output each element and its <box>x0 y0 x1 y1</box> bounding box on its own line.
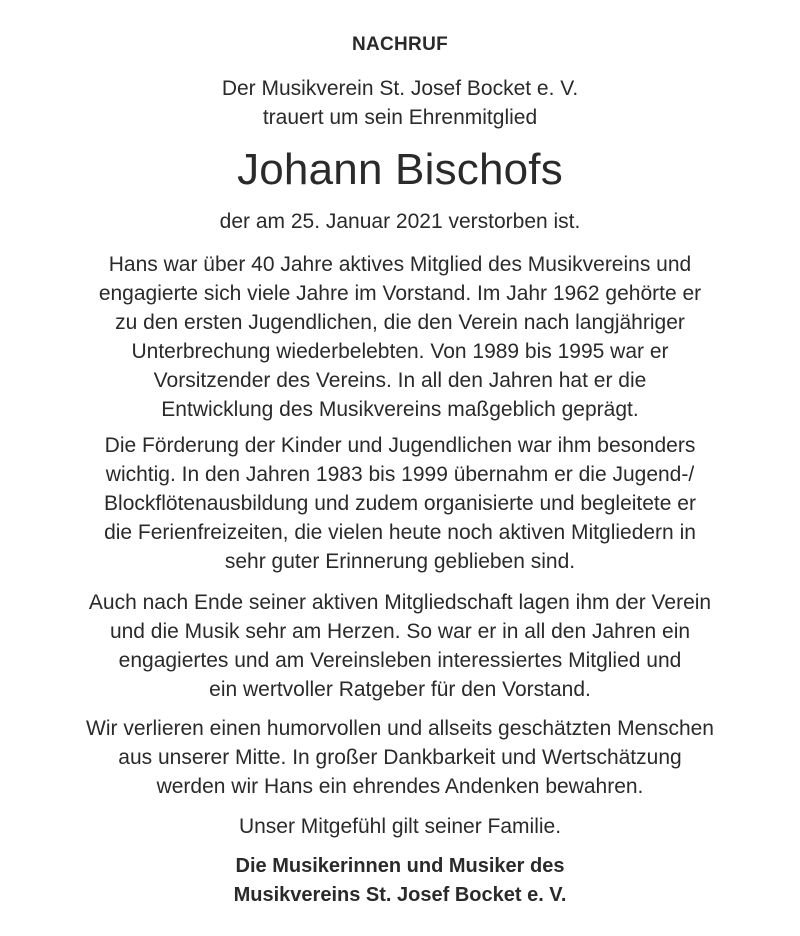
paragraph-line: Hans war über 40 Jahre aktives Mitglied des Musikvereins und <box>108 253 692 276</box>
paragraph-line: Entwicklung des Musikvereins maßgeblich geprägt. <box>161 398 639 421</box>
paragraph-line: sehr guter Erinnerung geblieben sind. <box>224 550 576 573</box>
paragraph-later-years <box>0 588 800 704</box>
intro-block <box>0 74 800 132</box>
paragraph-line: wichtig. In den Jahren 1983 bis 1999 übernahm er die Jugend-/ <box>105 463 695 486</box>
notice-heading: NACHRUF <box>351 34 449 55</box>
paragraph-line: Unterbrechung wiederbelebten. Von 1989 bis 1995 war er <box>131 340 669 363</box>
paragraph-line: die Ferienfreizeiten, die vielen heute noch aktiven Mitgliedern in <box>104 521 696 544</box>
paragraph-line: Die Förderung der Kinder und Jugendlichen war ihm besonders <box>104 434 696 457</box>
death-date-line: der am 25. Januar 2021 verstorben ist. <box>219 210 581 233</box>
paragraph-membership <box>0 250 800 424</box>
paragraph-line: ein wertvoller Ratgeber für den Vorstand. <box>209 678 591 701</box>
paragraph-line: Auch nach Ende seiner aktiven Mitgliedschaft lagen ihm der Verein <box>88 591 712 614</box>
paragraph-farewell <box>0 714 800 801</box>
paragraph-line: zu den ersten Jugendlichen, die den Verein nach langjähriger <box>115 311 685 334</box>
deceased-name: Johann Bischofs <box>237 145 563 194</box>
paragraph-line: werden wir Hans ein ehrendes Andenken bewahren. <box>156 775 644 798</box>
paragraph-line: aus unserer Mitte. In großer Dankbarkeit und Wertschätzung <box>118 746 682 769</box>
paragraph-youth <box>0 431 800 576</box>
intro-line: trauert um sein Ehrenmitglied <box>262 106 538 129</box>
paragraph-line: und die Musik sehr am Herzen. So war er in all den Jahren ein <box>109 620 691 643</box>
paragraph-line: Wir verlieren einen humorvollen und allseits geschätzten Menschen <box>86 717 714 740</box>
paragraph-line: Blockflötenausbildung und zudem organisierte und begleitete er <box>104 492 696 515</box>
condolence-line: Unser Mitgefühl gilt seiner Familie. <box>238 815 562 838</box>
paragraph-line: engagierte sich viele Jahre im Vorstand. Im Jahr 1962 gehörte er <box>98 282 702 305</box>
signature-line: Musikvereins St. Josef Bocket e. V. <box>233 884 567 906</box>
paragraph-line: engagiertes und am Vereinsleben interessiertes Mitglied und <box>118 649 682 672</box>
signature-line: Die Musikerinnen und Musiker des <box>235 855 565 877</box>
paragraph-line: Vorsitzender des Vereins. In all den Jahren hat er die <box>153 369 647 392</box>
intro-line: Der Musikverein St. Josef Bocket e. V. <box>221 77 579 100</box>
signature-block <box>0 852 800 910</box>
